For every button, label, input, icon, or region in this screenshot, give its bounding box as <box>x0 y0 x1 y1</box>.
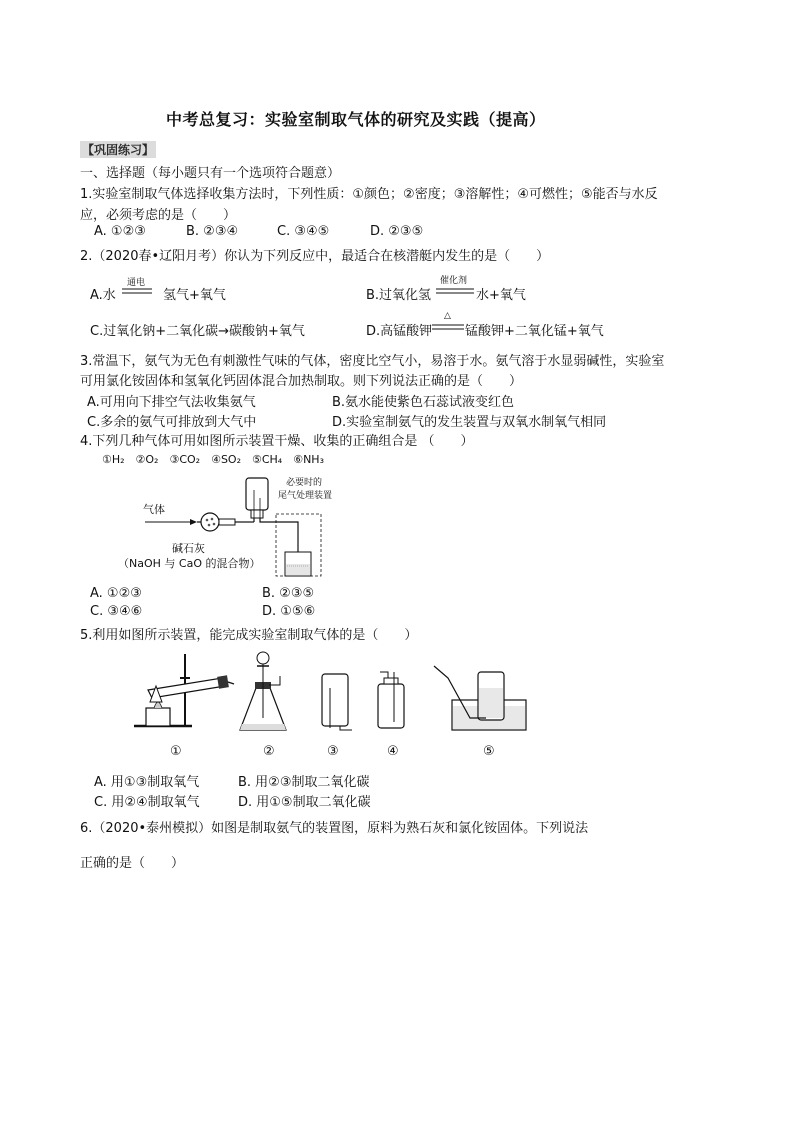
q2-option-d-equals-arrow <box>432 324 464 330</box>
q1-option-c: C. ③④⑤ <box>277 224 330 239</box>
q2-option-b-equals-arrow <box>436 288 474 294</box>
q2-stem: 2.（2020春•辽阳月考）你认为下列反应中，最适合在核潜艇内发生的是（ ） <box>80 249 550 264</box>
q5-label-5: ⑤ <box>483 744 495 759</box>
q5-apparatus-3 <box>322 674 352 730</box>
q2-option-a-condition: 通电 <box>127 278 146 288</box>
q2-option-a-equals-arrow <box>122 288 152 294</box>
q3-option-a: A.可用向下排空气法收集氨气 <box>87 395 256 410</box>
q2-option-d-label: D.高锰酸钾 <box>366 324 433 339</box>
q2-option-b-label: B.过氧化氢 <box>366 288 432 303</box>
q3-option-b: B.氨水能使紫色石蕊试液变红色 <box>332 395 515 410</box>
q6-line2: 正确的是（ ） <box>80 856 185 871</box>
q5-label-3: ③ <box>327 744 339 759</box>
q4-option-d: D. ①⑤⑥ <box>262 604 316 619</box>
q5-option-b: B. 用②③制取二氧化碳 <box>238 775 370 790</box>
q4-gas-list: ①H₂ ②O₂ ③CO₂ ④SO₂ ⑤CH₄ ⑥NH₃ <box>102 453 324 466</box>
q4-figure-gas-label: 气体 <box>143 503 165 516</box>
q4-figure-mix-label: （NaOH 与 CaO 的混合物） <box>118 557 261 570</box>
q5-apparatus-2 <box>240 652 286 730</box>
q4-option-a: A. ①②③ <box>90 586 142 601</box>
q1-option-b: B. ②③④ <box>186 224 239 239</box>
q4-figure-tail-label-1: 必要时的 <box>286 478 323 488</box>
q5-option-c: C. 用②④制取氧气 <box>94 795 200 810</box>
q3-option-d: D.实验室制氨气的发生装置与双氧水制氧气相同 <box>332 415 607 430</box>
q3-line2: 可用氯化铵固体和氢氧化钙固体混合加热制取。则下列说法正确的是（ ） <box>80 374 523 389</box>
q2-option-d-condition: △ <box>444 311 451 321</box>
q5-label-1: ① <box>170 744 182 759</box>
q1-option-a: A. ①②③ <box>94 224 146 239</box>
q2-option-a-label: A.水 <box>90 288 116 303</box>
q2-option-b-condition: 催化剂 <box>440 276 468 286</box>
section-tag: 【巩固练习】 <box>82 143 155 157</box>
q4-stem: 4.下列几种气体可用如图所示装置干燥、收集的正确组合是 （ ） <box>80 434 474 449</box>
q4-option-c: C. ③④⑥ <box>90 604 143 619</box>
q5-label-2: ② <box>263 744 275 759</box>
q4-figure-lime-label: 碱石灰 <box>172 542 205 555</box>
q6-line1: 6.（2020•泰州模拟）如图是制取氨气的装置图，原料为熟石灰和氯化铵固体。下列说法 <box>80 821 589 836</box>
q5-apparatus-1 <box>134 654 234 726</box>
q1-option-d: D. ②③⑤ <box>370 224 424 239</box>
q2-option-d-products: 锰酸钾+二氧化锰+氧气 <box>465 324 604 339</box>
q5-apparatus-4 <box>378 672 404 728</box>
q3-line1: 3.常温下，氨气为无色有刺激性气味的气体，密度比空气小，易溶于水。氨气溶于水显弱碱性，实验室 <box>80 354 665 369</box>
q5-label-4: ④ <box>387 744 399 759</box>
q4-option-b: B. ②③⑤ <box>262 586 315 601</box>
q5-option-a: A. 用①③制取氧气 <box>94 775 200 790</box>
q4-figure-tail-label-2: 尾气处理装置 <box>278 491 333 501</box>
q5-option-d: D. 用①⑤制取二氧化碳 <box>238 795 371 810</box>
q3-option-c: C.多余的氨气可排放到大气中 <box>87 415 257 430</box>
q1-line2: 应，必须考虑的是（ ） <box>80 208 237 223</box>
q5-apparatus-5 <box>434 666 526 730</box>
page-title: 中考总复习：实验室制取气体的研究及实践（提高） <box>166 110 546 129</box>
part-heading: 一、选择题（每小题只有一个选项符合题意） <box>80 166 341 181</box>
q5-apparatus-figure <box>130 648 530 738</box>
q2-option-b-products: 水+氧气 <box>476 288 526 303</box>
q2-option-c: C.过氧化钠+二氧化碳→碳酸钠+氧气 <box>90 324 305 339</box>
q5-stem: 5.利用如图所示装置，能完成实验室制取气体的是（ ） <box>80 628 418 643</box>
q1-line1: 1.实验室制取气体选择收集方法时，下列性质：①颜色；②密度；③溶解性；④可燃性；⑤能否与水反 <box>80 187 658 202</box>
q2-option-a-products: 氢气+氧气 <box>163 288 226 303</box>
